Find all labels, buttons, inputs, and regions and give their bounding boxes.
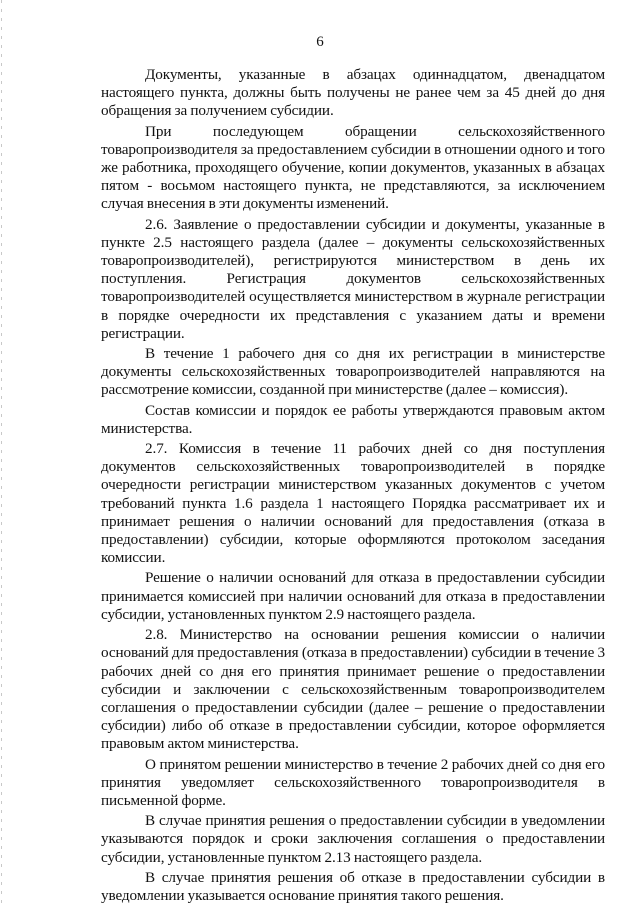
paragraph-docs-timing: Документы, указанные в абзацах одиннадцатом, двенадцатом настоящего пункта, должны быть получены не ранее чем за 45 дней до дня обращения за получением субсидии. — [101, 66, 605, 120]
paragraph-grant-notification: В случае принятия решения о предоставлении субсидии в уведомлении указываются порядок и сроки заключения соглашения о предоставлении субсидии, установленные пунктом 2.13 настоящего раздела. — [101, 812, 605, 866]
document-body — [101, 66, 605, 907]
paragraph-refusal-decision: Решение о наличии оснований для отказа в предоставлении субсидии принимается комиссией при наличии оснований для отказа в предоставлении субсидии, установленных пунктом 2.9 настоящего раздела. — [101, 569, 605, 623]
paragraph-2-8-ministry-decision: 2.8. Министерство на основании решения комиссии о наличии оснований для предоставления (отказа в предоставлении) субсидии в течение 3 рабочих дней со дня его принятия принимает решение о предоставлении субсидии и заключении с сельскохозяйственным товаропроизводителем соглашения о предоставлении субсидии (далее – решение о предоставлении субсидии) либо об отказе в предоставлении субсидии, которое оформляется правовым актом министерства. — [101, 626, 605, 753]
paragraph-2-6-registration: 2.6. Заявление о предоставлении субсидии и документы, указанные в пункте 2.5 настоящего раздела (далее – документы сельскохозяйственных товаропроизводителей), регистрируются министерством в день их поступления. Регистрация документов сельскохозяйственных товаропроизводителей осуществляется министерством в журнале регистрации в порядке очередности их представления с указанием даты и времени регистрации. — [101, 215, 605, 342]
paragraph-2-7-commission-review: 2.7. Комиссия в течение 11 рабочих дней со дня поступления документов сельскохозяйственных товаропроизводителей в порядке очередности регистрации министерством указанных документов с учетом требований пункта 1.6 раздела 1 настоящего Порядка рассматривает их и принимает решения о наличии оснований для предоставления (отказа в предоставлении) субсидии, которые оформляются протоколом заседания комиссии. — [101, 440, 605, 567]
paragraph-commission-referral: В течение 1 рабочего дня со дня их регистрации в министерстве документы сельскохозяйственных товаропроизводителей направляются на рассмотрение комиссии, созданной при министерстве (далее – комиссия). — [101, 345, 605, 399]
paragraph-commission-composition: Состав комиссии и порядок ее работы утверждаются правовым актом министерства. — [101, 401, 605, 437]
page-number: 6 — [316, 34, 324, 50]
scan-edge-artifact — [1, 0, 2, 905]
paragraph-refusal-notification: В случае принятия решения об отказе в предоставлении субсидии в уведомлении указывается основание принятия такого решения. — [101, 868, 605, 904]
paragraph-notification: О принятом решении министерство в течение 2 рабочих дней со дня его принятия уведомляет сельскохозяйственного товаропроизводителя в письменной форме. — [101, 755, 605, 809]
paragraph-repeat-application: При последующем обращении сельскохозяйственного товаропроизводителя за предоставлением субсидии в отношении одного и того же работника, проходящего обучение, копии документов, указанных в абзацах пятом - восьмом настоящего пункта, не представляются, за исключением случая внесения в эти документы изменений. — [101, 122, 605, 213]
